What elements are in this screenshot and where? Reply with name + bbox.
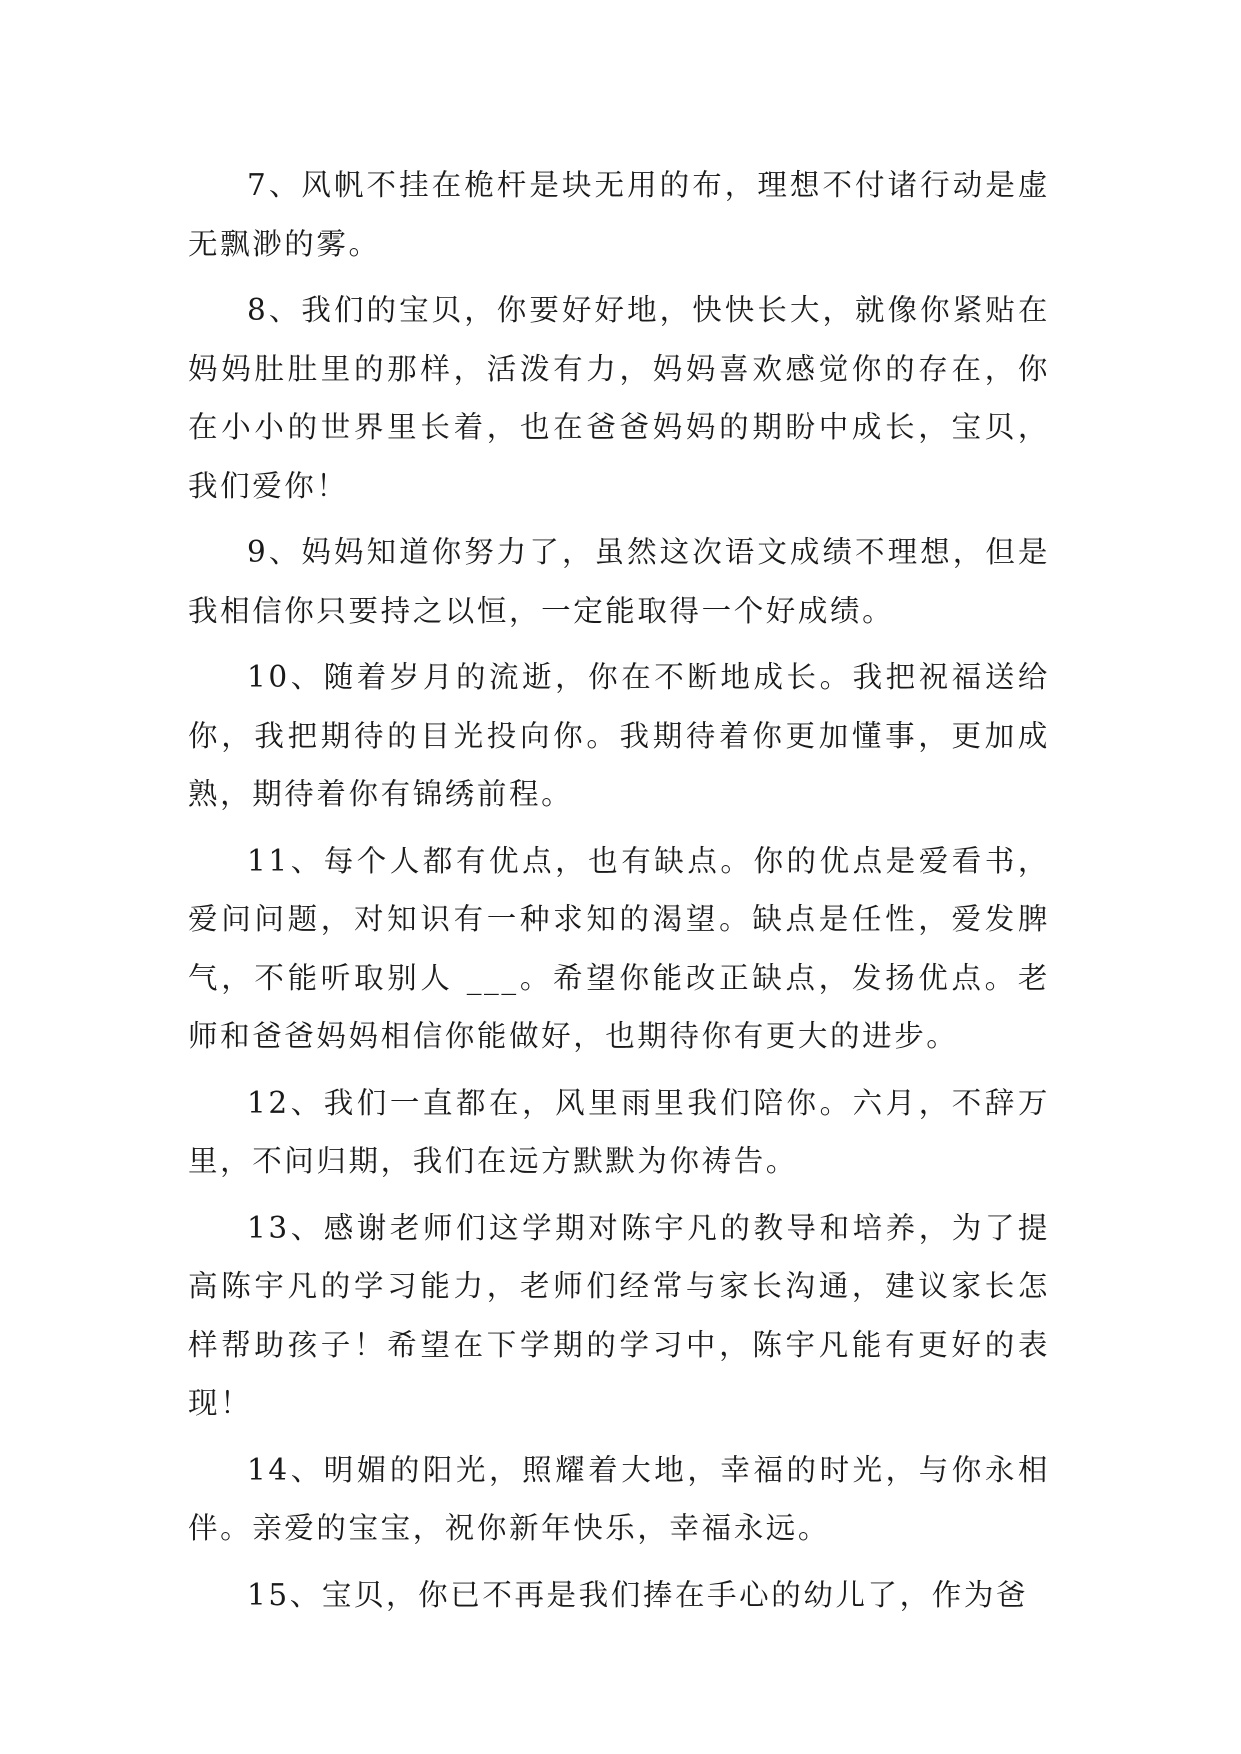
- paragraph-13: 13、感谢老师们这学期对陈宇凡的教导和培养，为了提高陈宇凡的学习能力，老师们经常与家长沟通，建议家长怎样帮助孩子！希望在下学期的学习中，陈宇凡能有更好的表现！: [188, 1210, 1050, 1420]
- paragraph-7: 7、风帆不挂在桅杆是块无用的布，理想不付诸行动是虚无飘渺的雾。: [188, 168, 1050, 261]
- paragraph-9: 9、妈妈知道你努力了，虽然这次语文成绩不理想，但是我相信你只要持之以恒，一定能取得一个好成绩。: [188, 535, 1050, 628]
- paragraph-14: 14、明媚的阳光，照耀着大地，幸福的时光，与你永相伴。亲爱的宝宝，祝你新年快乐，幸福永远。: [188, 1452, 1050, 1545]
- paragraph-12: 12、我们一直都在，风里雨里我们陪你。六月，不辞万里，不问归期，我们在远方默默为你祷告。: [188, 1085, 1050, 1178]
- paragraph-11: 11、每个人都有优点，也有缺点。你的优点是爱看书，爱问问题，对知识有一种求知的渴望。缺点是任性，爱发脾气，不能听取别人 ___。希望你能改正缺点，发扬优点。老师和爸爸妈妈相信你能做好，也期待你有更大的进步。: [188, 843, 1050, 1053]
- paragraph-8: 8、我们的宝贝，你要好好地，快快长大，就像你紧贴在妈妈肚肚里的那样，活泼有力，妈妈喜欢感觉你的存在，你在小小的世界里长着，也在爸爸妈妈的期盼中成长，宝贝，我们爱你！: [188, 293, 1050, 503]
- paragraph-15: 15、宝贝，你已不再是我们捧在手心的幼儿了，作为爸: [247, 1577, 1029, 1612]
- document-body: [188, 156, 1050, 1632]
- paragraph-10: 10、随着岁月的流逝，你在不断地成长。我把祝福送给你，我把期待的目光投向你。我期待着你更加懂事，更加成熟，期待着你有锦绣前程。: [188, 660, 1050, 811]
